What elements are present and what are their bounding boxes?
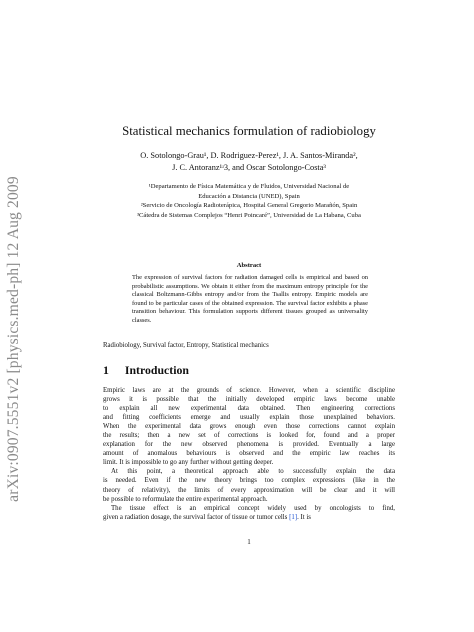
text-line: When the experimental data grows enough even those corrections cannot explain — [103, 423, 395, 431]
section-title: Introduction — [124, 363, 189, 377]
affiliation-list — [103, 182, 395, 220]
affiliation-line: Educación a Distancia (UNED), Spain — [198, 192, 300, 200]
text-line: and fitting coefficients emerge and usually explain those unexplained behaviors. — [103, 414, 395, 422]
paragraph — [103, 504, 395, 522]
author-line: J. C. Antoranz¹ʴ3, and Oscar Sotolongo-Costa³ — [172, 163, 326, 172]
text-segment: given a radiation dosage, the survival factor of tissue or tumor cells — [103, 513, 288, 521]
author-line: O. Sotolongo-Grau¹, D. Rodriguez-Perez¹, J. A. Santos-Miranda², — [140, 151, 358, 160]
abstract-heading: Abstract — [236, 262, 262, 269]
text-line: grows it is possible that the initially developed empiric laws become unable — [103, 396, 395, 404]
text-line: explanation for the new observed phenomena is provided. Eventually a large — [103, 441, 395, 449]
text-line: given a radiation dosage, the survival factor of tissue or tumor cells [1]. It is — [103, 513, 311, 521]
paper-title: Statistical mechanics formulation of radiobiology — [122, 124, 376, 138]
text-line: theory of relativity), the limits of every approximation will be clear and it will — [103, 486, 395, 494]
text-line: The tissue effect is an empirical concept widely used by oncologists to find, — [111, 504, 395, 512]
arxiv-identifier: arXiv:0907.5551v2 [physics.med-ph] 12 Aug 2009 — [5, 176, 22, 502]
author-list — [103, 150, 395, 174]
text-line: be possible to reformulate the entire experimental approach. — [103, 495, 268, 503]
text-segment: It is — [300, 513, 311, 521]
abstract-text: The expression of survival factors for radiation damaged cells is empirical and based on probabilistic assumptions. We obtain it either from the maximum entropy principle for the classical Boltzmann-Gibbs entropy and/or from the Tsallis entropy. Empiric models are found to be particular cases of the obtained expression. The survival factor exhibits a phase transition behaviour. This formulation supports different tissues grouped as universality classes. — [132, 274, 368, 324]
text-line: limit. It is impossible to go any further without getting deeper. — [103, 459, 274, 467]
body-text — [103, 386, 395, 522]
keywords: Radiobiology, Survival factor, Entropy, Statistical mechanics — [103, 342, 269, 349]
paragraph — [103, 386, 395, 467]
paragraph — [103, 467, 395, 503]
text-line: amount of anomalous behaviours is observed and the empiric law reaches its — [103, 450, 395, 458]
affiliation-line: ³Cátedra de Sistemas Complejos “Henri Poincaré”, Universidad de La Habana, Cuba — [137, 211, 361, 219]
text-line: is needed. Even if the new theory brings too complex expressions (like in the — [103, 477, 395, 485]
text-line: to explain all new experimental data obtained. Then engineering corrections — [103, 405, 395, 413]
affiliation-line: ²Servicio de Oncología Radioterápica, Hospital General Gregorio Marañón, Spain — [140, 202, 358, 210]
affiliation-line: ¹Departamento de Física Matemática y de Fluidos, Universidad Nacional de — [148, 183, 350, 190]
text-line: At this point, a theoretical approach able to successfully explain the data — [111, 468, 395, 476]
page-number: 1 — [247, 538, 251, 546]
citation-link[interactable]: [1] — [289, 513, 298, 521]
section-number: 1 — [103, 363, 109, 377]
text-line: the results; then a new set of corrections is looked for, found and a proper — [103, 432, 395, 440]
text-line: Empiric laws are at the grounds of science. However, when a scientific discipline — [103, 387, 395, 394]
arxiv-identifier-stamp — [2, 102, 26, 576]
section-heading — [103, 363, 395, 378]
